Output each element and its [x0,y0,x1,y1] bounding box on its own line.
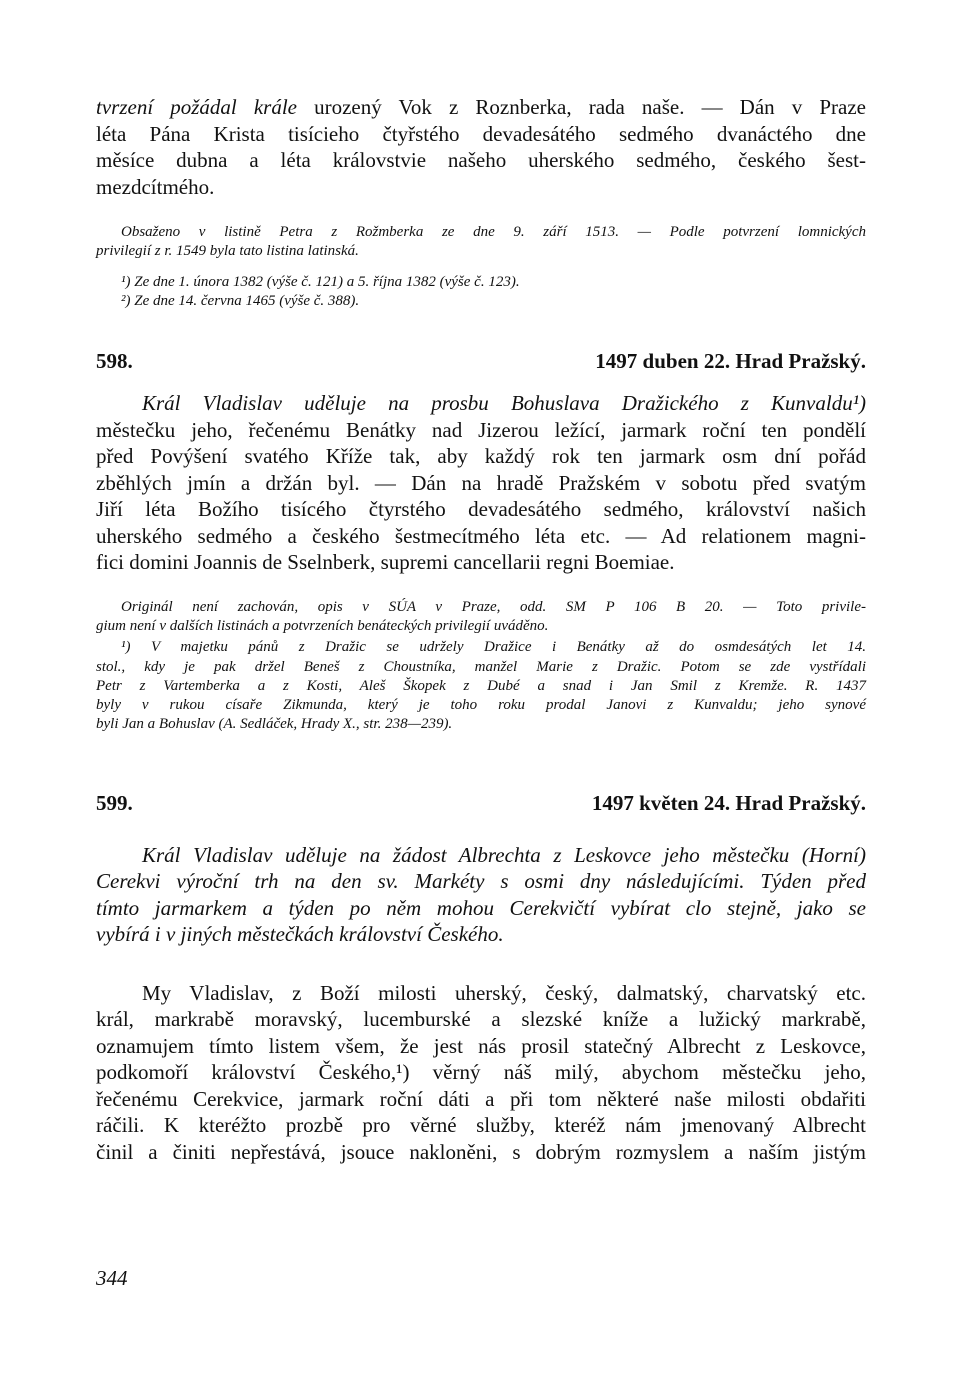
text-line: uherského sedmého a českého šestmecítmého léta etc. — Ad relationem magni- [96,523,866,548]
document-heading-599 [96,791,866,816]
text-line: vybírá i v jiných městečkách království Českého. [96,922,504,947]
text-line: My Vladislav, z Boží milosti uherský, český, dalmatský, charvatský etc. [142,980,866,1005]
note-line: Obsaženo v listině Petra z Rožmberka ze dne 9. září 1513. — Podle potvrzení lomnických [121,224,866,240]
source-note [96,598,866,637]
page-body [96,94,866,1165]
text-line: Král Vladislav uděluje na žádost Albrechta z Leskovce jeho městečku (Horní) [142,842,866,867]
footnotes [96,273,866,312]
document-text-599 [96,980,866,1166]
continuation-text [96,94,866,200]
text-line: král, markrabě moravský, lucemburské a slezské kníže a lužický markrabě, [96,1007,866,1032]
text-line: fici domini Joannis de Sselnberk, supremi cancellarii regni Boemiae. [96,550,675,575]
footnote-line: ¹) V majetku pánů z Dražic se udržely Dražice i Benátky až do osmdesátých let 14. [121,639,866,656]
text-line: Jiří léta Božího tisícého čtyrstého devadesátého sedmého, království našich [96,497,866,522]
text-line: oznamujem tímto listem všem, že jest nás prosil statečný Albrecht z Leskovce, [96,1033,866,1058]
text-line: řečenému Cerekvice, jarmark roční dáti a při tom některé naše milosti obdařiti [96,1086,866,1111]
footnote-line: byli Jan a Bohuslav (A. Sedláček, Hrady X., str. 238—239). [96,716,453,733]
note-line: gium není v dalších listinách a potvrzeních benáteckých privilegií uváděno. [96,617,549,634]
source-note [96,223,866,262]
text-line: před Povýšení svatého Kříže tak, aby každý rok ten jarmark osm dní pořád [96,444,866,469]
text-line: tvrzení požádal krále urozený Vok z Roznberka, rada naše. — Dán v Praze [96,95,866,119]
document-regest-599 [96,842,866,948]
text-line: tímto jarmarkem a týden po něm mohou Cerekvičtí vybírat clo stejně, jako se [96,895,866,920]
text-line: Král Vladislav uděluje na prosbu Bohuslava Dražického z Kunvaldu¹) [142,391,866,416]
text-line: mezdcítmého. [96,174,215,199]
note-line: privilegií z r. 1549 byla tato listina latinská. [96,243,359,260]
text-line: činil a činiti nepřestává, jsouce nakloněni, s dobrým rozmyslem a naším jistým [96,1139,866,1164]
document-number: 599. [96,790,133,815]
footnote-line: stol., kdy je pak držel Beneš z Choustníka, manžel Marie z Dražic. Potom se zde vystřídali [96,658,866,675]
document-date: 1497 duben 22. Hrad Pražský. [595,349,866,374]
text-line: léta Pána Krista tisícieho čtyřstého devadesátého sedmého dvanáctého dne [96,121,866,146]
text-line: Cerekvi výroční trh na den sv. Markéty s osmi dny následujícími. Týden před [96,869,866,894]
text-line: zběhlých jmín a držán byl. — Dán na hradě Pražském v sobotu před svatým [96,470,866,495]
footnote-line: ¹) Ze dne 1. února 1382 (výše č. 121) a 5. října 1382 (výše č. 123). [121,273,520,290]
note-line: Originál není zachován, opis v SÚA v Praze, odd. SM P 106 B 20. — Toto privile- [121,598,866,615]
text-line: podkomoří království Českého,¹) věrný náš milý, abychom městečku jeho, [96,1060,866,1085]
document-number: 598. [96,349,133,374]
document-heading-598 [96,349,866,374]
footnote-line: ²) Ze dne 14. června 1465 (výše č. 388). [121,292,360,309]
page-number: 344 [96,1266,128,1290]
text-line: ráčili. K kteréžto prozbě pro věrné služby, kteréž nám jmenovaný Albrecht [96,1113,866,1138]
footnotes [96,638,866,734]
document-text-598 [96,390,866,576]
footnote-line: byly v rukou císaře Zikmunda, který je toho roku prodal Janovi z Kunvaldu; jeho synové [96,697,866,714]
text-line: měsíce dubna a léta královstvie našeho uherského sedmého, českého šest- [96,148,866,172]
footnote-line: Petr z Vartemberka a z Kosti, Aleš Škopek z Dubé a snad i Jan Smil z Kremže. R. 1437 [96,677,866,694]
document-date: 1497 květen 24. Hrad Pražský. [591,790,866,815]
text-line: městečku jeho, řečenému Benátky nad Jizerou ležící, jarmark roční ten pondělí [96,417,866,442]
